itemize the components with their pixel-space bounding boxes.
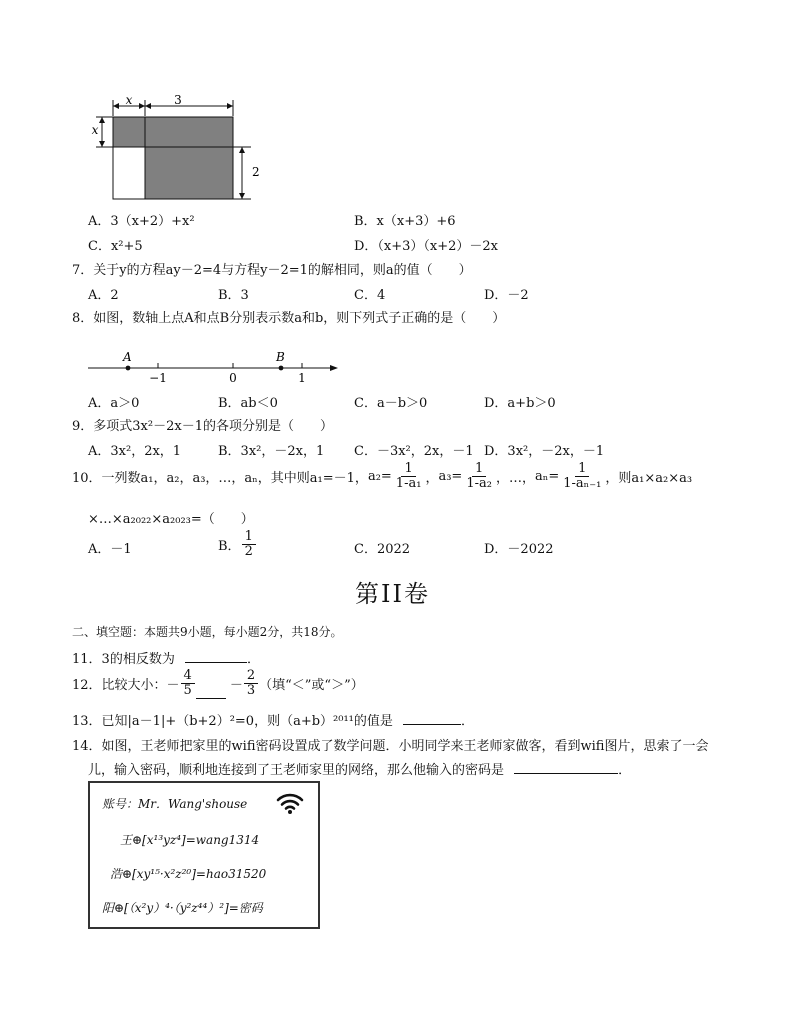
tick-0: 0 (229, 371, 237, 385)
q9-option-d[interactable]: D．3x²，－2x，－1 (484, 444, 605, 459)
q6-option-b[interactable]: B．x（x+3）+6 (354, 214, 456, 229)
q13-text: 13．已知|a－1|+（b+2）²=0，则（a+b）²⁰¹¹的值是 (72, 714, 393, 729)
q8-number-line (86, 345, 346, 385)
wifi-row-1: 王⊕[x¹³yz⁴]=wang1314 (120, 833, 260, 847)
q9-option-b[interactable]: B．3x²，－2x，1 (218, 444, 325, 459)
q10-line1 (72, 462, 692, 490)
q10-option-b-den: 2 (244, 543, 253, 559)
q10-a2: a₂= (367, 468, 392, 484)
q14-line1: 14．如图，王老师把家里的wifi密码设置成了数学问题．小明同学来王老师家做客，看到wifi图片，思索了一会 (72, 739, 709, 754)
q10-option-b[interactable] (218, 530, 257, 558)
q12-prefix: 12．比较大小：－ (72, 678, 180, 693)
q12-f1-den: 5 (183, 683, 192, 698)
q6-option-d[interactable]: D．（x+3）（x+2）－2x (354, 239, 499, 254)
label-x-top: x (125, 93, 133, 107)
q10-option-b-num: 1 (242, 530, 256, 545)
point-b-label: B (276, 350, 285, 364)
q8-option-d[interactable]: D．a+b＞0 (484, 396, 556, 411)
q8-option-b[interactable]: B．ab＜0 (218, 396, 278, 411)
q10-line2: ×…×a₂₀₂₂×a₂₀₂₃=（ ） (88, 512, 254, 527)
wifi-icon (276, 791, 304, 815)
q12-f1-num: 4 (181, 669, 195, 684)
label-3: 3 (174, 93, 182, 107)
q10-an-num: 1 (575, 462, 589, 477)
q10-option-c[interactable]: C．2022 (354, 542, 411, 557)
q10-suffix: ，则a₁×a₂×a₃ (605, 470, 693, 486)
q10-a2-num: 1 (401, 462, 415, 477)
point-a-label: A (123, 350, 132, 364)
q11-end: ． (246, 652, 260, 667)
q13-answer-blank[interactable] (403, 712, 461, 725)
q10-option-b-label: B． (218, 538, 241, 554)
q9-text: 9．多项式3x²－2x－1的各项分别是（ ） (72, 419, 333, 434)
q10-a3: a₃= (438, 468, 463, 484)
q13-end: ． (461, 714, 475, 729)
q8-text: 8．如图，数轴上点A和点B分别表示数a和b，则下列式子正确的是（ ） (72, 311, 506, 326)
q12-f2-num: 2 (244, 669, 258, 684)
q13-line (72, 710, 474, 729)
q10-an: aₙ= (534, 468, 560, 484)
part2-header: 二、填空题：本题共9小题，每小题2分，共18分。 (72, 625, 343, 639)
q10-comma: ， (425, 470, 439, 486)
q11-answer-blank[interactable] (185, 650, 247, 663)
q14-line2 (88, 759, 631, 778)
q7-option-d[interactable]: D．－2 (484, 288, 529, 303)
q6-figure (86, 92, 261, 204)
q7-text: 7．关于y的方程ay－2=4与方程y－2=1的解相同，则a的值（ ） (72, 263, 472, 278)
q7-option-b[interactable]: B．3 (218, 288, 249, 303)
q14-end: ． (618, 763, 632, 778)
wifi-card (88, 781, 320, 929)
wifi-account: 账号：Mr．Wang'shouse (102, 797, 248, 811)
wifi-row-2: 浩⊕[xy¹⁵·x²z²⁰]=hao31520 (110, 867, 267, 881)
label-x-left: x (91, 123, 99, 137)
q10-prefix: 10．一列数a₁，a₂，a₃，…，aₙ，其中则a₁=－1， (72, 470, 368, 486)
q10-an-fraction (560, 462, 604, 490)
q10-ellipsis: ，…， (495, 470, 535, 486)
q14-answer-blank[interactable] (514, 761, 618, 774)
q10-an-den: 1-aₙ₋₁ (563, 475, 602, 491)
q12-mid: － (229, 678, 243, 693)
q7-option-c[interactable]: C．4 (354, 288, 386, 303)
q10-a2-den: 1-a₁ (395, 475, 422, 491)
q10-a3-den: 1-a₂ (466, 475, 492, 491)
q8-option-a[interactable]: A．a＞0 (88, 396, 140, 411)
q12-fraction-1 (181, 669, 195, 697)
q9-option-a[interactable]: A．3x²，2x，1 (88, 444, 182, 459)
q10-a2-fraction (393, 462, 425, 490)
q7-option-a[interactable]: A．2 (88, 288, 119, 303)
tick-1: 1 (298, 371, 306, 385)
q10-a3-fraction (463, 462, 495, 490)
q12-fraction-2 (244, 669, 258, 697)
section-title: 第II卷 (355, 580, 430, 608)
q6-option-a[interactable]: A．3（x+2）+x² (88, 214, 195, 229)
q12-answer-blank[interactable] (196, 686, 226, 699)
q10-a3-num: 1 (472, 462, 486, 477)
q10-option-d[interactable]: D．－2022 (484, 542, 554, 557)
q10-option-b-fraction (242, 530, 256, 558)
q11-text: 11．3的相反数为 (72, 652, 175, 667)
label-2: 2 (252, 165, 260, 179)
q12-suffix: （填“＜”或“＞”） (259, 678, 364, 693)
q8-option-c[interactable]: C．a－b＞0 (354, 396, 428, 411)
q12-f2-den: 3 (246, 683, 256, 698)
q10-option-a[interactable]: A．－1 (88, 542, 132, 557)
q9-option-c[interactable]: C．－3x²，2x，－1 (354, 444, 474, 459)
q11-line (72, 648, 260, 667)
q12-line (72, 668, 364, 699)
q14-line2-text: 儿，输入密码，顺利地连接到了王老师家里的网络，那么他输入的密码是 (88, 763, 505, 778)
wifi-row-3: 阳⊕[（x²y）⁴·（y²z⁴⁴）²]=密码 (102, 901, 263, 915)
tick-neg1: −1 (149, 371, 167, 385)
q6-option-c[interactable]: C．x²+5 (88, 239, 143, 254)
